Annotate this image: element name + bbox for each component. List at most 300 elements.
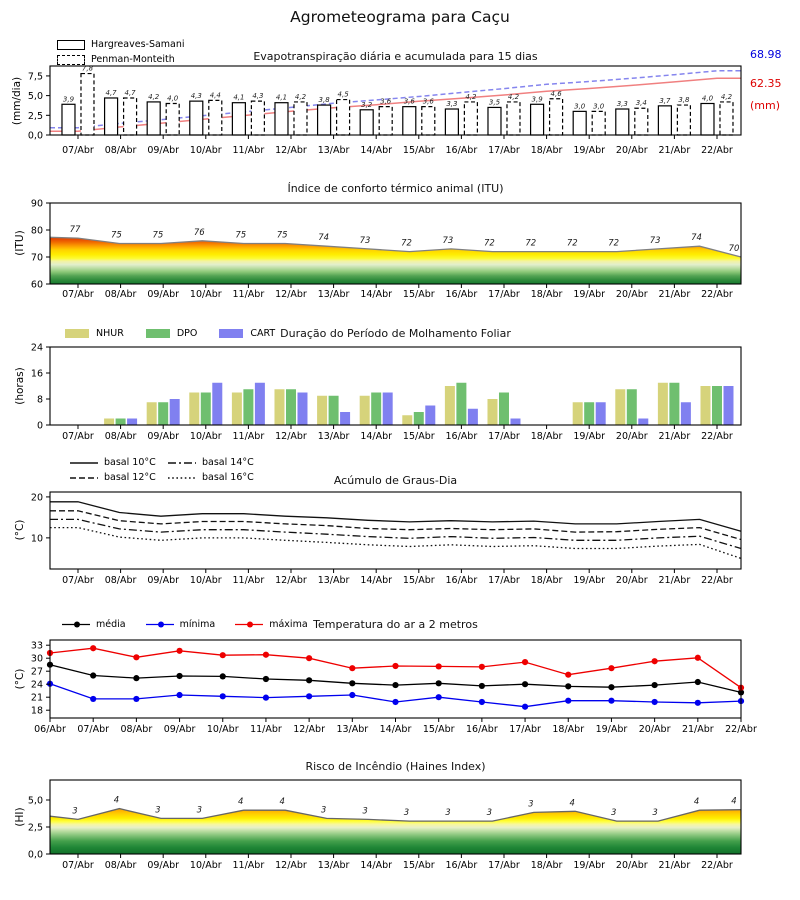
svg-text:5,0: 5,0 — [27, 91, 43, 103]
et-bar — [422, 107, 435, 135]
et-bar — [209, 100, 222, 135]
svg-text:14/Abr: 14/Abr — [379, 724, 412, 735]
gd-legend-basal14 — [168, 455, 254, 470]
svg-text:75: 75 — [235, 230, 247, 241]
svg-text:10/Abr: 10/Abr — [189, 431, 222, 442]
svg-text:20/Abr: 20/Abr — [638, 724, 671, 735]
temp-frame — [50, 640, 741, 718]
svg-text:3,8: 3,8 — [318, 96, 330, 105]
et-bar — [232, 103, 245, 135]
svg-text:80: 80 — [30, 225, 43, 237]
et-bar — [573, 111, 586, 135]
svg-text:3: 3 — [196, 805, 203, 816]
temp-marker — [349, 692, 355, 698]
svg-text:11/Abr: 11/Abr — [232, 860, 265, 871]
svg-text:16/Abr: 16/Abr — [445, 575, 478, 586]
svg-text:4,2: 4,2 — [720, 92, 733, 101]
dpmf-panel-title: Duração do Período de Molhamento Foliar — [280, 327, 511, 340]
svg-text:22/Abr: 22/Abr — [701, 289, 733, 300]
svg-text:15/Abr: 15/Abr — [402, 145, 435, 156]
svg-text:07/Abr: 07/Abr — [62, 289, 94, 300]
svg-text:07/Abr: 07/Abr — [62, 575, 94, 586]
svg-text:3: 3 — [486, 808, 493, 819]
media-label: média — [96, 619, 126, 630]
svg-text:15/Abr: 15/Abr — [402, 289, 435, 300]
dpmf-bar-nhur — [658, 383, 668, 425]
temp-marker — [479, 664, 485, 670]
dpmf-bar-nhur — [147, 402, 157, 425]
svg-text:7,8: 7,8 — [81, 64, 94, 73]
svg-text:4,0: 4,0 — [167, 94, 179, 103]
temp-marker — [522, 659, 528, 665]
svg-text:14/Abr: 14/Abr — [360, 575, 393, 586]
temp-marker — [220, 693, 226, 699]
panel-haines-plot — [28, 780, 741, 871]
svg-text:21: 21 — [30, 692, 43, 704]
haines-y-axis-label: (HI) — [14, 807, 26, 827]
svg-text:4,7: 4,7 — [105, 88, 117, 97]
svg-text:10/Abr: 10/Abr — [206, 724, 239, 735]
svg-text:2,5: 2,5 — [27, 822, 43, 834]
dpmf-bar-nhur — [487, 399, 497, 425]
svg-text:12/Abr: 12/Abr — [275, 575, 307, 586]
svg-text:75: 75 — [276, 230, 288, 241]
temp-marker — [565, 683, 571, 689]
svg-text:18/Abr: 18/Abr — [530, 289, 563, 300]
svg-text:06/Abr: 06/Abr — [34, 724, 66, 735]
et-bar — [677, 105, 690, 135]
svg-text:13/Abr: 13/Abr — [317, 860, 350, 871]
svg-text:3: 3 — [362, 806, 368, 817]
svg-text:19/Abr: 19/Abr — [573, 431, 606, 442]
temp-marker — [90, 645, 96, 651]
svg-text:09/Abr: 09/Abr — [147, 145, 180, 156]
temp-marker — [133, 696, 139, 702]
svg-text:11/Abr: 11/Abr — [250, 724, 282, 735]
svg-text:21/Abr: 21/Abr — [658, 575, 691, 586]
svg-text:3,0: 3,0 — [574, 102, 586, 111]
dpmf-bar-nhur — [445, 386, 455, 425]
temp-marker — [176, 692, 182, 698]
temp-marker — [392, 663, 398, 669]
svg-text:77: 77 — [69, 225, 81, 236]
dpmf-bar-cart — [170, 399, 180, 425]
svg-text:19/Abr: 19/Abr — [573, 860, 606, 871]
temp-marker — [608, 684, 614, 690]
svg-text:12/Abr: 12/Abr — [275, 860, 307, 871]
svg-text:16/Abr: 16/Abr — [445, 145, 478, 156]
svg-text:33: 33 — [30, 640, 43, 652]
svg-text:14/Abr: 14/Abr — [360, 145, 393, 156]
svg-text:22/Abr: 22/Abr — [701, 431, 733, 442]
dpmf-bar-nhur — [104, 419, 114, 426]
svg-text:3: 3 — [72, 806, 78, 817]
temp-marker — [220, 673, 226, 679]
svg-text:08/Abr: 08/Abr — [104, 145, 137, 156]
dpmf-bar-dpo — [371, 393, 381, 426]
et-bar — [166, 103, 179, 135]
svg-text:17/Abr: 17/Abr — [488, 860, 520, 871]
temp-marker — [176, 648, 182, 654]
svg-text:73: 73 — [442, 235, 454, 246]
svg-text:22/Abr: 22/Abr — [701, 145, 733, 156]
svg-text:18/Abr: 18/Abr — [530, 145, 563, 156]
cart-label: CART — [250, 328, 276, 339]
svg-text:3: 3 — [155, 805, 161, 816]
svg-text:16/Abr: 16/Abr — [445, 289, 478, 300]
penman-label: Penman-Monteith — [91, 54, 175, 65]
et-bar — [124, 98, 137, 135]
temp-marker — [263, 695, 269, 701]
svg-text:08/Abr: 08/Abr — [104, 575, 137, 586]
svg-text:20/Abr: 20/Abr — [615, 289, 648, 300]
et-bar — [360, 110, 373, 135]
basal14-label: basal 14°C — [202, 457, 254, 468]
svg-text:13/Abr: 13/Abr — [317, 145, 350, 156]
basal12-label: basal 12°C — [104, 472, 156, 483]
dpmf-bar-cart — [255, 383, 265, 425]
dpmf-bar-nhur — [189, 393, 199, 426]
et-bar — [488, 107, 501, 135]
svg-text:24: 24 — [30, 679, 43, 691]
temp-marker — [695, 700, 701, 706]
svg-text:21/Abr: 21/Abr — [658, 145, 691, 156]
svg-text:18: 18 — [30, 705, 43, 717]
dpmf-bar-nhur — [274, 389, 284, 425]
et-bar — [658, 106, 671, 135]
maxima-label: máxima — [269, 619, 308, 630]
svg-text:4,2: 4,2 — [148, 92, 160, 101]
itu-area — [50, 237, 741, 284]
svg-text:20/Abr: 20/Abr — [615, 860, 648, 871]
svg-text:75: 75 — [152, 230, 164, 241]
et-bar — [403, 107, 416, 135]
temp-marker — [306, 655, 312, 661]
dpmf-bar-dpo — [499, 393, 509, 426]
svg-text:12/Abr: 12/Abr — [275, 431, 307, 442]
svg-text:4: 4 — [569, 798, 575, 809]
svg-text:21/Abr: 21/Abr — [658, 289, 691, 300]
svg-text:3: 3 — [445, 808, 451, 819]
svg-text:3,8: 3,8 — [678, 96, 690, 105]
svg-text:4,6: 4,6 — [550, 89, 562, 98]
dpmf-bar-cart — [638, 419, 648, 426]
dpmf-bar-cart — [340, 412, 350, 425]
svg-text:4,7: 4,7 — [124, 88, 136, 97]
svg-text:22/Abr: 22/Abr — [701, 575, 733, 586]
temp-marker — [220, 652, 226, 658]
svg-text:4,0: 4,0 — [701, 94, 714, 103]
svg-text:20/Abr: 20/Abr — [615, 575, 648, 586]
dpmf-bar-dpo — [201, 393, 211, 426]
svg-text:09/Abr: 09/Abr — [147, 431, 180, 442]
dpmf-bar-nhur — [402, 415, 412, 425]
et-bar — [105, 98, 118, 135]
svg-text:4,1: 4,1 — [233, 93, 245, 102]
svg-text:74: 74 — [318, 233, 330, 244]
svg-text:0,0: 0,0 — [27, 849, 43, 861]
svg-text:3,9: 3,9 — [62, 95, 75, 104]
accum-penman-total: 68.98 — [750, 48, 782, 61]
temp-marker — [392, 682, 398, 688]
panel-et-plot — [28, 65, 741, 156]
svg-text:15/Abr: 15/Abr — [422, 724, 455, 735]
svg-text:21/Abr: 21/Abr — [658, 860, 691, 871]
svg-text:72: 72 — [608, 238, 620, 249]
dpmf-y-axis-label: (horas) — [14, 367, 26, 405]
svg-text:14/Abr: 14/Abr — [360, 860, 393, 871]
svg-text:3: 3 — [403, 808, 410, 819]
temp-marker — [263, 676, 269, 682]
dpmf-bar-cart — [596, 402, 606, 425]
svg-text:22/Abr: 22/Abr — [701, 860, 733, 871]
svg-text:5,0: 5,0 — [27, 795, 43, 807]
et-bar — [81, 74, 94, 135]
et-bar — [251, 101, 264, 135]
svg-text:3,6: 3,6 — [380, 97, 392, 106]
svg-text:09/Abr: 09/Abr — [163, 724, 196, 735]
gd-y-axis-label: (°C) — [14, 519, 26, 541]
svg-text:08/Abr: 08/Abr — [120, 724, 153, 735]
svg-text:07/Abr: 07/Abr — [62, 431, 94, 442]
basal16-label: basal 16°C — [202, 472, 254, 483]
et-bar — [507, 102, 520, 135]
dpmf-bar-dpo — [116, 419, 126, 426]
svg-text:09/Abr: 09/Abr — [147, 575, 180, 586]
temp-marker — [436, 663, 442, 669]
svg-text:22/Abr: 22/Abr — [725, 724, 757, 735]
svg-text:3,2: 3,2 — [361, 100, 373, 109]
basal14-line-sample — [168, 460, 196, 466]
dpmf-bar-dpo — [627, 389, 637, 425]
svg-text:4,3: 4,3 — [252, 92, 264, 101]
svg-text:72: 72 — [483, 238, 495, 249]
temp-marker — [652, 682, 658, 688]
dpmf-bar-dpo — [414, 412, 424, 425]
svg-text:7,5: 7,5 — [27, 71, 43, 83]
svg-text:07/Abr: 07/Abr — [77, 724, 110, 735]
svg-text:11/Abr: 11/Abr — [232, 575, 265, 586]
svg-text:16/Abr: 16/Abr — [445, 431, 478, 442]
svg-text:72: 72 — [525, 238, 537, 249]
svg-text:4,1: 4,1 — [275, 93, 288, 102]
svg-text:20/Abr: 20/Abr — [615, 145, 648, 156]
hargreaves-label: Hargreaves-Samani — [91, 39, 185, 50]
svg-text:16/Abr: 16/Abr — [445, 860, 478, 871]
svg-text:4: 4 — [693, 797, 700, 808]
temp-marker — [652, 699, 658, 705]
svg-text:17/Abr: 17/Abr — [488, 289, 520, 300]
temp-marker — [436, 694, 442, 700]
gd-panel-title: Acúmulo de Graus-Dia — [333, 474, 458, 487]
svg-text:07/Abr: 07/Abr — [62, 860, 94, 871]
svg-text:3: 3 — [610, 808, 617, 819]
temp-marker — [695, 679, 701, 685]
svg-text:21/Abr: 21/Abr — [658, 431, 691, 442]
dpmf-bar-cart — [468, 409, 478, 425]
svg-text:4,3: 4,3 — [190, 92, 202, 101]
et-bar — [62, 104, 75, 135]
svg-text:3,0: 3,0 — [593, 102, 605, 111]
svg-text:90: 90 — [30, 198, 43, 210]
dpmf-bar-nhur — [615, 389, 625, 425]
svg-text:19/Abr: 19/Abr — [573, 289, 606, 300]
dpmf-bar-cart — [510, 419, 520, 426]
svg-text:10/Abr: 10/Abr — [189, 289, 222, 300]
temp-marker — [565, 698, 571, 704]
svg-text:2,5: 2,5 — [27, 110, 43, 122]
et-bar — [550, 99, 563, 135]
svg-text:4: 4 — [731, 796, 737, 807]
et-bar — [337, 100, 350, 135]
svg-text:74: 74 — [691, 233, 702, 244]
et-bar — [531, 104, 544, 135]
svg-text:16/Abr: 16/Abr — [466, 724, 498, 735]
svg-text:30: 30 — [30, 653, 43, 665]
temp-marker — [565, 672, 571, 678]
svg-text:70: 70 — [728, 244, 740, 254]
svg-text:72: 72 — [401, 238, 412, 249]
svg-text:3: 3 — [320, 805, 327, 816]
panel-dpmf-plot — [31, 343, 741, 443]
svg-text:15/Abr: 15/Abr — [402, 431, 435, 442]
dpmf-bar-dpo — [584, 402, 594, 425]
svg-text:18/Abr: 18/Abr — [530, 575, 563, 586]
svg-text:19/Abr: 19/Abr — [573, 145, 606, 156]
svg-text:72: 72 — [566, 238, 578, 249]
temp-y-axis-label: (°C) — [14, 668, 26, 690]
svg-text:09/Abr: 09/Abr — [147, 289, 180, 300]
svg-text:13/Abr: 13/Abr — [336, 724, 369, 735]
dpmf-bar-dpo — [669, 383, 679, 425]
svg-text:08/Abr: 08/Abr — [104, 431, 137, 442]
svg-text:13/Abr: 13/Abr — [317, 431, 350, 442]
gd-line-basal 16°C — [50, 528, 741, 559]
dpmf-bar-cart — [425, 406, 435, 426]
svg-text:3,4: 3,4 — [635, 99, 647, 108]
temp-marker — [522, 704, 528, 710]
itu-y-axis-label: (ITU) — [14, 230, 26, 256]
svg-text:24: 24 — [30, 342, 43, 354]
svg-text:76: 76 — [193, 227, 205, 238]
et-bar — [294, 102, 307, 135]
svg-text:4,5: 4,5 — [337, 90, 349, 99]
svg-text:10/Abr: 10/Abr — [189, 575, 222, 586]
temp-marker — [695, 655, 701, 661]
et-bar — [701, 103, 714, 135]
temp-marker — [522, 681, 528, 687]
svg-text:11/Abr: 11/Abr — [232, 289, 265, 300]
svg-text:3,5: 3,5 — [488, 98, 501, 107]
svg-text:19/Abr: 19/Abr — [595, 724, 628, 735]
temp-marker — [133, 675, 139, 681]
svg-text:3,6: 3,6 — [403, 97, 415, 106]
svg-text:18/Abr: 18/Abr — [530, 860, 563, 871]
itu-panel-title: Índice de conforto térmico animal (ITU) — [287, 182, 504, 195]
svg-text:4: 4 — [238, 797, 244, 808]
temp-marker — [90, 672, 96, 678]
et-bar — [318, 105, 331, 135]
svg-text:3,3: 3,3 — [616, 100, 628, 109]
et-bar — [635, 108, 648, 135]
temp-marker — [608, 698, 614, 704]
svg-text:0: 0 — [36, 420, 43, 432]
svg-text:12/Abr: 12/Abr — [293, 724, 325, 735]
svg-text:0,0: 0,0 — [27, 130, 43, 142]
dpmf-bar-nhur — [360, 396, 370, 425]
temp-marker — [306, 693, 312, 699]
et-bar — [147, 102, 160, 135]
et-y-axis-label: (mm/dia) — [11, 76, 23, 126]
dpo-label: DPO — [176, 328, 198, 339]
accum-unit-label: (mm) — [750, 99, 781, 112]
svg-text:10: 10 — [30, 533, 43, 545]
svg-text:4,2: 4,2 — [465, 92, 477, 101]
svg-text:3,7: 3,7 — [659, 96, 671, 105]
temp-marker — [479, 683, 485, 689]
svg-text:18/Abr: 18/Abr — [552, 724, 585, 735]
minima-label: mínima — [179, 619, 216, 630]
dpmf-bar-nhur — [232, 393, 242, 426]
svg-text:75: 75 — [111, 230, 122, 241]
svg-text:70: 70 — [30, 252, 43, 264]
nhur-label: NHUR — [96, 328, 124, 339]
svg-text:4,2: 4,2 — [507, 92, 520, 101]
dpmf-bar-nhur — [573, 402, 583, 425]
svg-text:15/Abr: 15/Abr — [402, 860, 435, 871]
svg-text:3,9: 3,9 — [531, 95, 543, 104]
svg-text:8: 8 — [36, 394, 43, 406]
et-bar — [275, 103, 288, 135]
dpmf-bar-cart — [212, 383, 222, 425]
svg-text:3,3: 3,3 — [446, 100, 458, 109]
dpmf-bar-cart — [127, 419, 137, 426]
temp-marker — [306, 677, 312, 683]
dpmf-bar-dpo — [286, 389, 296, 425]
temp-marker — [176, 673, 182, 679]
accum-hargreaves-total: 62.35 — [750, 77, 782, 90]
svg-text:16: 16 — [30, 368, 43, 380]
dpmf-bar-cart — [383, 393, 393, 426]
svg-text:10/Abr: 10/Abr — [189, 860, 222, 871]
svg-text:20/Abr: 20/Abr — [615, 431, 648, 442]
svg-text:4,2: 4,2 — [294, 92, 307, 101]
panel-itu-plot — [31, 199, 741, 301]
et-bar — [464, 102, 477, 135]
temp-marker — [392, 699, 398, 705]
temp-marker — [133, 654, 139, 660]
svg-text:3,6: 3,6 — [422, 97, 434, 106]
temp-marker — [90, 696, 96, 702]
svg-text:73: 73 — [359, 235, 371, 246]
svg-text:4: 4 — [113, 795, 120, 806]
temp-marker — [263, 652, 269, 658]
temp-marker — [436, 680, 442, 686]
svg-text:11/Abr: 11/Abr — [232, 145, 265, 156]
dpmf-bar-cart — [723, 386, 733, 425]
dpmf-bar-dpo — [329, 396, 339, 425]
temp-marker — [608, 665, 614, 671]
svg-text:20: 20 — [30, 492, 43, 504]
svg-text:17/Abr: 17/Abr — [509, 724, 541, 735]
dpmf-bar-dpo — [158, 402, 168, 425]
svg-text:17/Abr: 17/Abr — [488, 431, 520, 442]
gd-legend-basal10 — [70, 455, 156, 470]
et-bar — [445, 109, 458, 135]
et-bar — [592, 111, 605, 135]
haines-panel-title: Risco de Incêndio (Haines Index) — [305, 760, 486, 773]
basal10-line-sample — [70, 460, 98, 466]
